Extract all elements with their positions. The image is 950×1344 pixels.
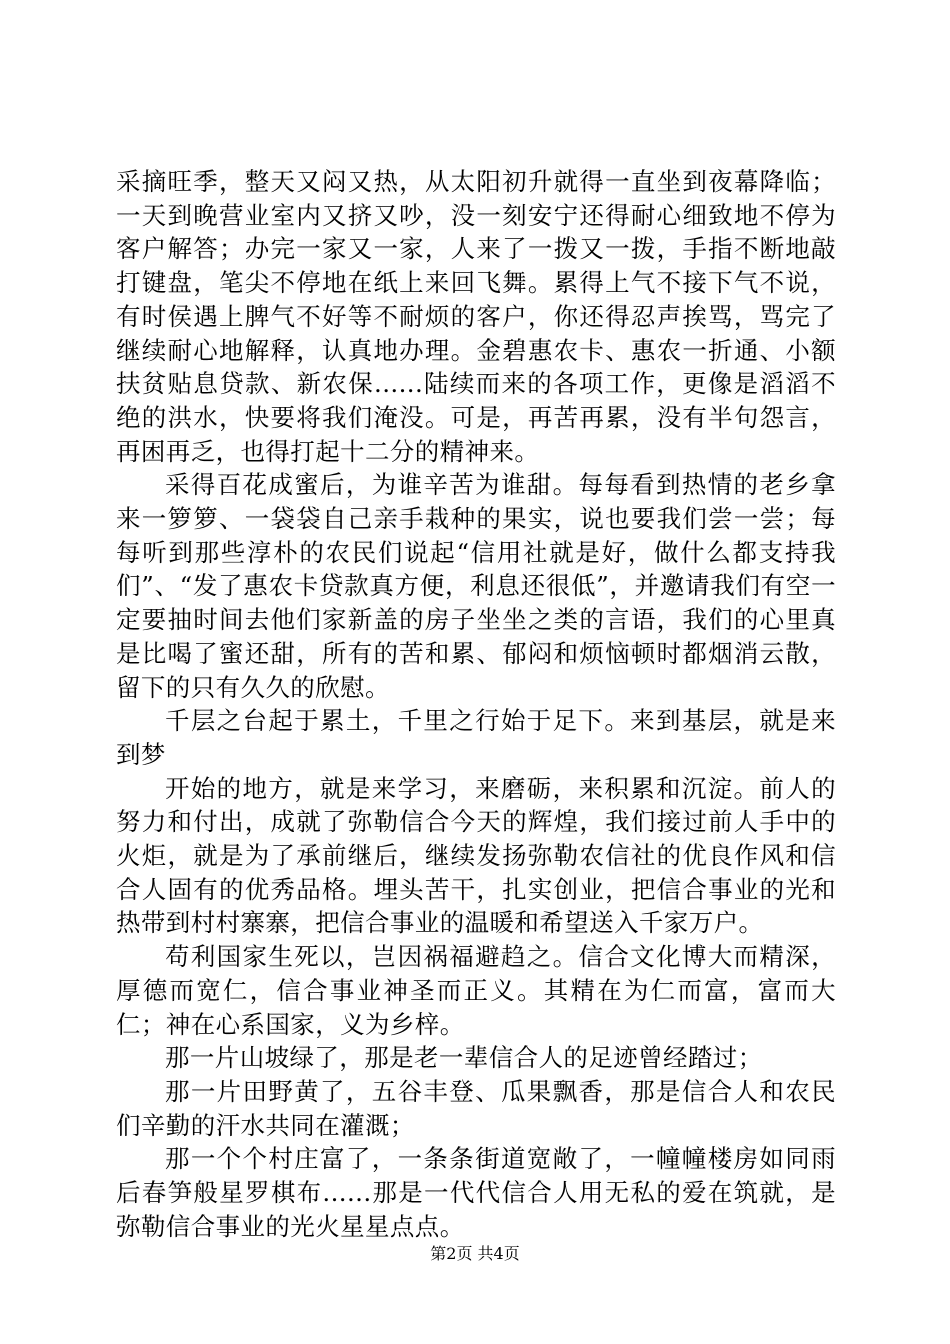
paragraph: 那一片山坡绿了，那是老一辈信合人的足迹曾经踏过； <box>165 1043 763 1073</box>
paragraph: 那一片田野黄了，五谷丰登、瓜果飘香，那是信合人和农民们辛勤的汗水共同在灌溉； <box>116 1076 836 1140</box>
paragraph: 开始的地方，就是来学习，来磨砺，来积累和沉淀。前人的努力和付出，成就了弥勒信合今天的辉煌，我们接过前人手中的火炬，就是为了承前继后，继续发扬弥勒农信社的优良作风和信合人固有的优秀品格。埋头苦干，扎实创业，把信合事业的光和热带到村村寨寨，把信合事业的温暖和希望送入千家万户。 <box>116 773 836 938</box>
body-text <box>116 165 836 1244</box>
paragraph: 采得百花成蜜后，为谁辛苦为谁甜。每每看到热情的老乡拿来一箩箩、一袋袋自己亲手栽种的果实，说也要我们尝一尝；每每听到那些淳朴的农民们说起“信用社就是好，做什么都支持我们”、“发了惠农卡贷款真方便，利息还很低”，并邀请我们有空一定要抽时间去他们家新盖的房子坐坐之类的言语，我们的心里真是比喝了蜜还甜，所有的苦和累、郁闷和烦恼顿时都烟消云散，留下的只有久久的欣慰。 <box>116 470 836 702</box>
paragraph: 那一个个村庄富了，一条条街道宽敞了，一幢幢楼房如同雨后春笋般星罗棋布......那是一代代信合人用无私的爱在筑就，是弥勒信合事业的光火星星点点。 <box>116 1144 836 1241</box>
paragraph: 采摘旺季，整天又闷又热，从太阳初升就得一直坐到夜幕降临；一天到晚营业室内又挤又吵，没一刻安宁还得耐心细致地不停为客户解答；办完一家又一家，人来了一拨又一拨，手指不断地敲打键盘，笔尖不停地在纸上来回飞舞。累得上气不接下气不说，有时侯遇上脾气不好等不耐烦的客户，你还得忍声挨骂，骂完了继续耐心地解释，认真地办理。金碧惠农卡、惠农一折通、小额扶贫贴息贷款、新农保......陆续而来的各项工作，更像是滔滔不绝的洪水，快要将我们淹没。可是，再苦再累，没有半句怨言，再困再乏，也得打起十二分的精神来。 <box>116 167 836 466</box>
paragraph: 千层之台起于累土，千里之行始于足下。来到基层，就是来到梦 <box>116 706 836 769</box>
paragraph: 苟利国家生死以，岂因祸福避趋之。信合文化博大而精深，厚德而宽仁，信合事业神圣而正义。其精在为仁而富，富而大仁；神在心系国家，义为乡梓。 <box>116 942 836 1039</box>
page-footer: 第2页 共4页 <box>430 1244 520 1263</box>
